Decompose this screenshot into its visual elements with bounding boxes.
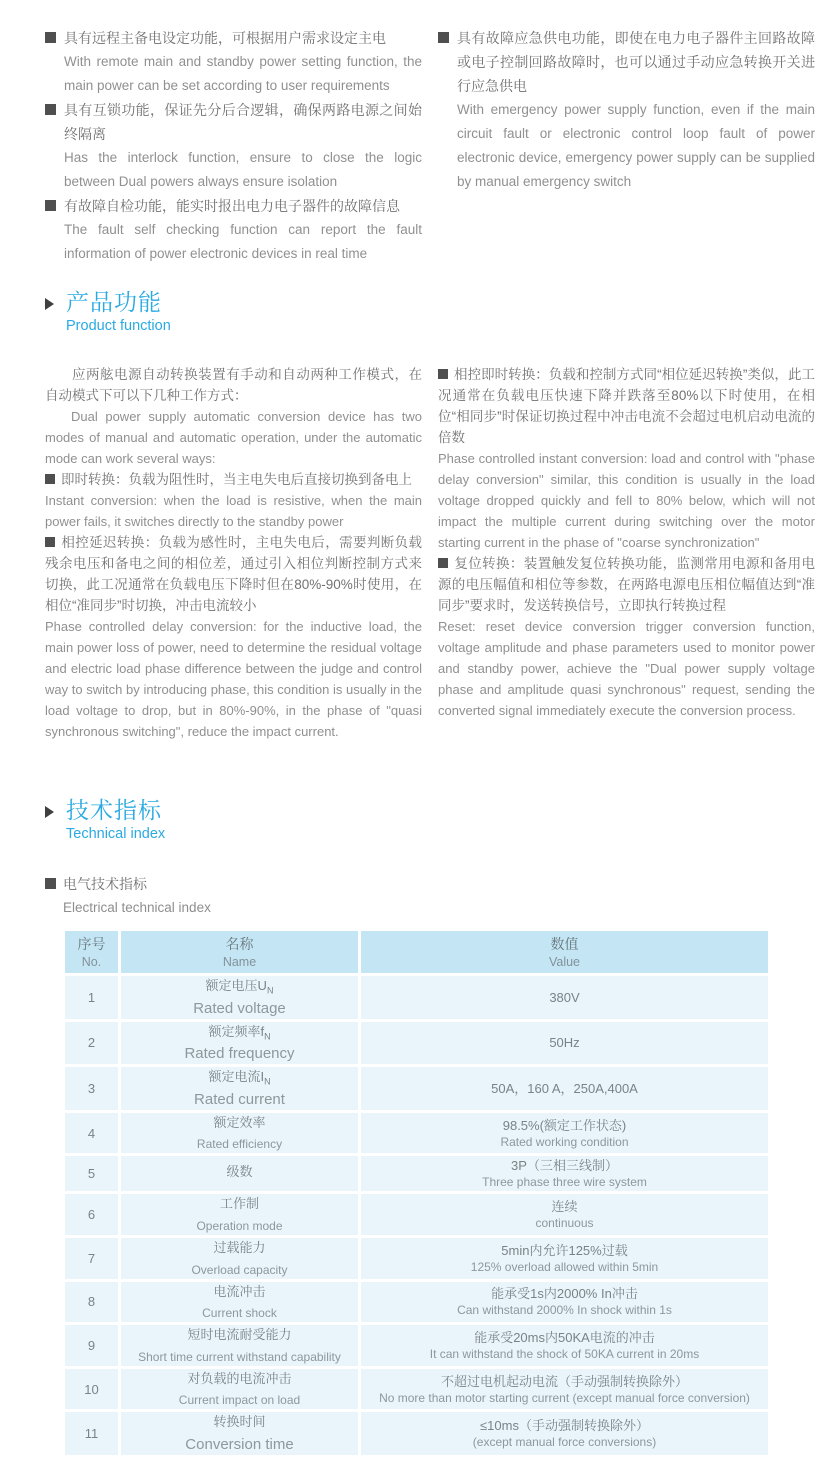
row-value-cell xyxy=(360,1193,770,1237)
feature-zh-label: 具有互锁功能，保证先分后合逻辑，确保两路电源之间始终隔离 xyxy=(64,102,422,142)
feature-text-zh xyxy=(45,194,422,218)
row-name-cell xyxy=(120,975,360,1021)
feature-text-zh xyxy=(45,98,422,146)
bullet-square-icon xyxy=(45,537,55,547)
section-titles xyxy=(66,288,171,336)
row-name-en: Short time current withstand capability xyxy=(138,1349,341,1364)
row-name-en: Rated efficiency xyxy=(196,1137,283,1152)
row-number-cell xyxy=(64,1111,120,1155)
paragraph-text: Dual power supply automatic conversion device has two modes of manual and automatic operation, under the automatic mode can work several ways: xyxy=(45,409,422,466)
paragraph-text: Phase controlled instant conversion: load and control with "phase delay conversion" similar, this condition is usually in the load voltage dropped quickly and fell to 80% below, which will not impact the multiple current during switching over the motor starting current in the phase of "coarse synchronization" xyxy=(438,451,815,550)
row-number: 9 xyxy=(87,1337,96,1353)
body-paragraph xyxy=(438,553,815,616)
body-paragraph xyxy=(45,490,422,532)
bullet-square-icon xyxy=(438,369,448,379)
header-no-zh: 序号 xyxy=(77,935,106,952)
feature-item xyxy=(45,194,422,266)
row-value-cell xyxy=(360,1324,770,1368)
row-name-cell xyxy=(120,1411,360,1457)
row-value-cell xyxy=(360,1411,770,1457)
body-paragraph xyxy=(438,364,815,448)
table-row xyxy=(64,1066,770,1112)
row-value-zh: 连续 xyxy=(551,1199,578,1215)
bullet-square-icon xyxy=(45,474,55,484)
body-paragraph xyxy=(438,616,815,721)
row-name-zh: 电流冲击 xyxy=(213,1283,266,1299)
table-row xyxy=(64,1411,770,1457)
row-number-cell xyxy=(64,1236,120,1280)
row-value-zh: 3P（三相三线制） xyxy=(511,1158,618,1174)
header-name-en: Name xyxy=(222,954,257,969)
row-name-zh: 额定电压$U_N$ xyxy=(205,978,274,996)
row-number: 10 xyxy=(84,1381,99,1397)
row-name-en: Current impact on load xyxy=(178,1393,301,1408)
row-name-en: Rated voltage xyxy=(193,999,286,1017)
row-name-cell xyxy=(120,1324,360,1368)
row-name-cell xyxy=(120,1236,360,1280)
bullet-square-icon xyxy=(45,878,56,889)
header-no-en: No. xyxy=(81,954,102,969)
row-name-cell xyxy=(120,1020,360,1066)
row-name-en: Overload capacity xyxy=(191,1262,288,1277)
row-value-en: (except manual force conversions) xyxy=(472,1435,657,1450)
header-value-en: Value xyxy=(548,954,581,969)
bullet-square-icon xyxy=(45,104,56,115)
row-value-cell xyxy=(360,1280,770,1324)
table-row xyxy=(64,1324,770,1368)
feature-item xyxy=(438,26,815,194)
row-number-cell xyxy=(64,1193,120,1237)
triangle-arrow-icon xyxy=(45,806,54,818)
header-value-zh: 数值 xyxy=(550,935,579,952)
section-title-zh: 产品功能 xyxy=(66,289,162,315)
bullet-square-icon xyxy=(438,32,449,43)
feature-text-en: Has the interlock function, ensure to close the logic between Dual powers always ensure isolation xyxy=(64,150,422,189)
feature-column-right xyxy=(438,26,815,266)
body-paragraph xyxy=(45,469,422,490)
row-name-zh: 过载能力 xyxy=(213,1239,266,1255)
row-name-cell xyxy=(120,1193,360,1237)
feature-text-en: With remote main and standby power setting function, the main power can be set according to user requirements xyxy=(64,54,422,93)
feature-column-left xyxy=(45,26,422,266)
row-value-cell xyxy=(360,1236,770,1280)
section-titles xyxy=(66,796,165,844)
section-header-product-function xyxy=(45,288,815,336)
electrical-technical-index-table xyxy=(62,928,771,1458)
row-number: 7 xyxy=(87,1250,96,1266)
electrical-index-label-en: Electrical technical index xyxy=(63,900,211,915)
row-name-en: Operation mode xyxy=(196,1218,283,1233)
row-number-cell xyxy=(64,1324,120,1368)
row-name-zh: 额定电流$I_N$ xyxy=(208,1069,271,1087)
feature-zh-label: 具有远程主备电设定功能，可根据用户需求设定主电 xyxy=(64,30,386,46)
electrical-index-label-zh xyxy=(45,872,815,896)
row-value-en: No more than motor starting current (except manual force conversion) xyxy=(379,1390,750,1405)
row-value-zh: 能承受20ms内50KA电流的冲击 xyxy=(474,1329,655,1345)
row-number-cell xyxy=(64,1020,120,1066)
table-header-row xyxy=(64,930,770,975)
row-number-cell xyxy=(64,1280,120,1324)
paragraph-text: 应两舷电源自动转换装置有手动和自动两种工作模式，在自动模式下可以下几种工作方式： xyxy=(45,367,422,403)
paragraph-text: Reset: reset device conversion trigger conversion function, voltage amplitude and phase parameters used to monitor power and standby power, achieve the "Dual power supply voltage phase and amplitude quasi synchronous" request, sending the converted signal immediately execute the conversion process. xyxy=(438,619,815,718)
row-name-zh: 额定效率 xyxy=(213,1114,266,1130)
feature-zh-label: 有故障自检功能，能实时报出电力电子器件的故障信息 xyxy=(64,198,400,214)
paragraph-text: 即时转换：负载为阻性时，当主电失电后直接切换到备电上 xyxy=(61,472,412,487)
table-header xyxy=(64,930,770,975)
section-title-en: Technical index xyxy=(66,826,166,842)
row-number-cell xyxy=(64,1155,120,1193)
electrical-index-zh-text: 电气技术指标 xyxy=(63,876,147,892)
row-value-zh: 98.5%(额定工作状态) xyxy=(502,1117,627,1133)
row-name-zh: 转换时间 xyxy=(213,1414,266,1430)
product-function-column-right xyxy=(438,364,815,742)
row-name-cell xyxy=(120,1155,360,1193)
subscript: N xyxy=(264,1031,271,1042)
row-name-zh: 级数 xyxy=(226,1163,253,1179)
body-paragraph xyxy=(438,448,815,553)
product-function-body xyxy=(45,364,815,742)
row-number: 6 xyxy=(87,1207,96,1223)
row-number-cell xyxy=(64,975,120,1021)
triangle-arrow-icon xyxy=(45,298,54,310)
feature-section xyxy=(45,26,815,266)
row-value-cell xyxy=(360,1367,770,1411)
section-title-zh: 技术指标 xyxy=(66,797,162,823)
row-value-zh: 50A，160 A，250A,400A xyxy=(491,1080,638,1096)
row-number: 5 xyxy=(87,1166,96,1182)
row-value-zh: ≤10ms（手动强制转换除外） xyxy=(480,1418,649,1434)
row-name-zh: 额定频率$f_N$ xyxy=(208,1023,271,1042)
subscript: N xyxy=(266,985,274,996)
row-name-cell xyxy=(120,1111,360,1155)
row-value-cell xyxy=(360,1066,770,1112)
row-value-en: Three phase three wire system xyxy=(482,1175,647,1190)
row-name-zh: 短时电流耐受能力 xyxy=(187,1327,292,1343)
electrical-index-label xyxy=(45,872,815,920)
bullet-square-icon xyxy=(438,558,448,568)
row-number-cell xyxy=(64,1367,120,1411)
row-name-en: Rated current xyxy=(194,1090,285,1108)
feature-text-zh xyxy=(45,26,422,50)
table-row xyxy=(64,975,770,1021)
bullet-square-icon xyxy=(45,32,56,43)
feature-text-en: With emergency power supply function, even if the main circuit fault or electronic control loop fault of power electronic device, emergency power supply can be supplied by manual emergency switch xyxy=(457,102,815,189)
row-number: 11 xyxy=(84,1426,99,1442)
paragraph-text: Phase controlled delay conversion: for the inductive load, the main power loss of power, need to determine the residual voltage and electric load phase difference between the judge and control way to switch by introducing phase, this condition is usually in the load voltage to drop, but in 80%-90%, in the phase of "quasi synchronous switching", reduce the impact current. xyxy=(45,619,422,739)
row-value-en: It can withstand the shock of 50KA current in 20ms xyxy=(429,1346,700,1361)
product-function-column-left xyxy=(45,364,422,742)
row-number: 3 xyxy=(87,1080,96,1096)
row-name-en: Rated frequency xyxy=(184,1045,295,1063)
row-name-cell xyxy=(120,1280,360,1324)
row-value-cell xyxy=(360,1155,770,1193)
table-row xyxy=(64,1155,770,1193)
table-row xyxy=(64,1367,770,1411)
row-value-en: continuous xyxy=(535,1216,594,1231)
row-name-cell xyxy=(120,1066,360,1112)
row-name-zh: 对负载的电流冲击 xyxy=(187,1370,292,1386)
table-body xyxy=(64,975,770,1457)
body-paragraph xyxy=(45,406,422,469)
row-value-zh: 不超过电机起动电流（手动强制转换除外） xyxy=(440,1373,688,1389)
paragraph-text: 相控即时转换：负载和控制方式同“相位延迟转换”类似，此工况通常在负载电压快速下降并跌落至80%以下时使用，在相位“相同步”时保证切换过程中冲击电流不会超过电机启动电流的倍数 xyxy=(438,367,815,445)
header-name-zh: 名称 xyxy=(225,935,254,952)
row-number-cell xyxy=(64,1066,120,1112)
body-paragraph xyxy=(45,364,422,406)
row-number: 4 xyxy=(87,1125,96,1141)
row-value-zh: 5min内允许125%过载 xyxy=(501,1242,628,1258)
header-no xyxy=(64,930,120,975)
table-row xyxy=(64,1236,770,1280)
section-title-en: Product function xyxy=(66,318,171,334)
header-value xyxy=(360,930,770,975)
paragraph-text: Instant conversion: when the load is resistive, when the main power fails, it switches directly to the standby power xyxy=(45,493,422,529)
paragraph-text: 相控延迟转换：负载为感性时，主电失电后，需要判断负载残余电压和备电之间的相位差，通过引入相位判断控制方式来切换，此工况通常在负载电压下降时但在80%-90%时使用，在相位“准同步”时切换，冲击电流较小 xyxy=(45,535,422,613)
row-number: 8 xyxy=(87,1294,96,1310)
feature-zh-label: 具有故障应急供电功能，即使在电力电子器件主回路故障或电子控制回路故障时，也可以通过手动应急转换开关进行应急供电 xyxy=(457,30,815,94)
body-paragraph xyxy=(45,532,422,616)
table-row xyxy=(64,1193,770,1237)
feature-text-en: The fault self checking function can report the fault information of power electronic devices in real time xyxy=(64,222,422,261)
row-value-zh: 能承受1s内2000% In冲击 xyxy=(491,1286,638,1302)
row-value-en: Rated working condition xyxy=(500,1134,629,1149)
feature-item xyxy=(45,26,422,98)
row-value-en: 125% overload allowed within 5min xyxy=(470,1259,659,1274)
table-row xyxy=(64,1280,770,1324)
row-value-cell xyxy=(360,1111,770,1155)
row-value-zh: 380V xyxy=(549,989,580,1005)
row-value-cell xyxy=(360,975,770,1021)
row-value-en: Can withstand 2000% In shock within 1s xyxy=(457,1303,672,1318)
subscript: N xyxy=(264,1076,271,1087)
row-name-zh: 工作制 xyxy=(219,1196,259,1212)
feature-item xyxy=(45,98,422,194)
section-header-technical-index xyxy=(45,796,815,844)
row-value-zh: 50Hz xyxy=(549,1035,580,1051)
row-value-cell xyxy=(360,1020,770,1066)
table-row xyxy=(64,1020,770,1066)
paragraph-text: 复位转换：装置触发复位转换功能，监测常用电源和备用电源的电压幅值和相位等参数，在两路电源电压相位幅值达到“准同步”要求时，发送转换信号，立即执行转换过程 xyxy=(438,556,815,613)
row-name-en: Current shock xyxy=(202,1306,277,1321)
header-name xyxy=(120,930,360,975)
row-number: 2 xyxy=(87,1035,96,1051)
body-paragraph xyxy=(45,616,422,742)
row-name-en: Conversion time xyxy=(185,1435,294,1453)
feature-text-zh xyxy=(438,26,815,98)
bullet-square-icon xyxy=(45,200,56,211)
table-row xyxy=(64,1111,770,1155)
row-number-cell xyxy=(64,1411,120,1457)
row-number: 1 xyxy=(87,989,96,1005)
row-name-cell xyxy=(120,1367,360,1411)
